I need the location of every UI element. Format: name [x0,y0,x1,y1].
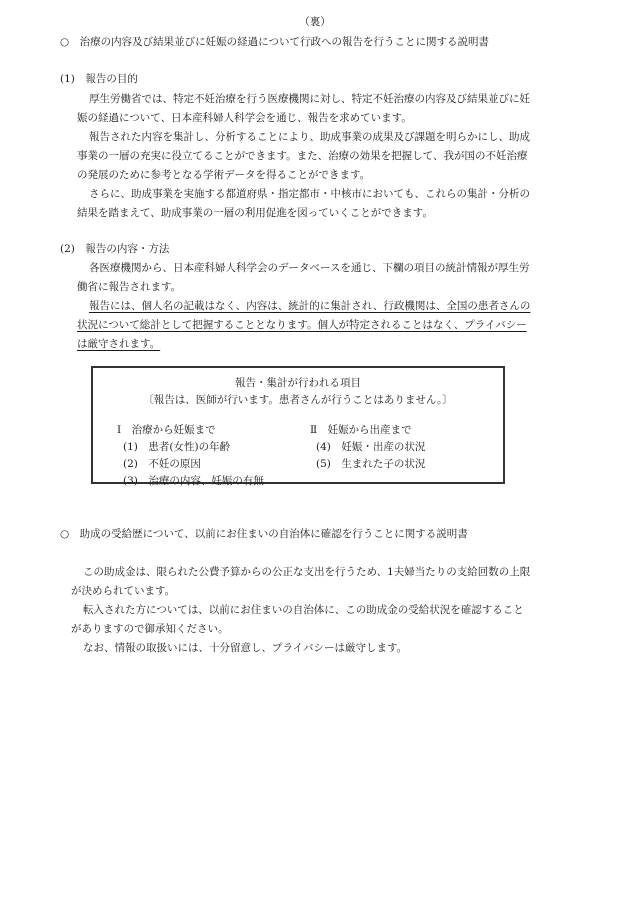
purpose-heading: (1) 報告の目的 [60,73,138,85]
report-items-box [91,366,505,487]
box-item: (5) 生まれた子の状況 [316,458,426,470]
paragraph-line: この助成金は、限られた公費予算からの公正な支出を行うため、1夫婦当たりの支給回数の上限 [83,566,531,578]
paragraph-line: 働省に報告されます。 [77,281,182,293]
box-left-heading: Ⅰ 治療から妊娠まで [117,424,216,436]
paragraph-line: 事業の一層の充実に役立てることができます。また、治療の効果を把握して、我が国の不妊治療 [77,150,528,162]
underlined-line: 報告には、個人名の記載はなく、内容は、統計的に集計され、行政機関は、全国の患者さんの [89,300,531,312]
paragraph-line: 報告された内容を集計し、分析することにより、助成事業の成果及び課題を明らかにし、助成 [89,131,530,143]
box-item: (2) 不妊の原因 [123,458,201,470]
box-item: (3) 治療の内容、妊娠の有無 [123,475,264,487]
section2-title: ○ 助成の受給歴について、以前にお住まいの自治体に確認を行うことに関する説明書 [60,528,468,540]
underlined-line: 状況について総計として把握することとなります。個人が特定されることはなく、プライバシー [77,319,527,331]
paragraph-line: 転入された方については、以前にお住まいの自治体に、この助成金の受給状況を確認すること [83,604,524,616]
paragraph-line: さらに、助成事業を実施する都道府県・指定都市・中核市においても、これらの集計・分析の [89,188,530,200]
page-side-header: （裏） [299,16,331,28]
box-subtitle: 〔報告は、医師が行います。患者さんが行うことはありません。〕 [143,394,453,406]
paragraph-line: 各医療機関から、日本産科婦人科学会のデータベースを通じ、下欄の項目の統計情報が厚生労 [89,262,530,274]
box-item: (4) 妊娠・出産の状況 [316,441,426,453]
method-heading: (2) 報告の内容・方法 [60,243,170,255]
section1-title: ○ 治療の内容及び結果並びに妊娠の経過について行政への報告を行うことに関する説明書 [60,36,489,48]
underlined-line: は厳守されます。 [77,338,161,350]
paragraph-line: の発展のために参考となる学術データを得ることができます。 [77,169,371,181]
paragraph-line: 結果を踏まえて、助成事業の一層の利用促進を図っていくことができます。 [77,207,433,219]
box-title: 報告・集計が行われる項目 [235,377,361,389]
box-right-heading: Ⅱ 妊娠から出産まで [310,424,412,436]
paragraph-line: なお、情報の取扱いには、十分留意し、プライバシーは厳守します。 [83,642,408,654]
paragraph-line: がありますので御承知ください。 [71,623,229,635]
paragraph-line: が決められています。 [71,585,176,597]
box-item: (1) 患者(女性)の年齢 [123,441,231,453]
paragraph-line: 娠の経過について、日本産科婦人科学会を通じ、報告を求めています。 [77,112,412,124]
paragraph-line: 厚生労働省では、特定不妊治療を行う医療機関に対し、特定不妊治療の内容及び結果並びに妊 [89,93,530,105]
